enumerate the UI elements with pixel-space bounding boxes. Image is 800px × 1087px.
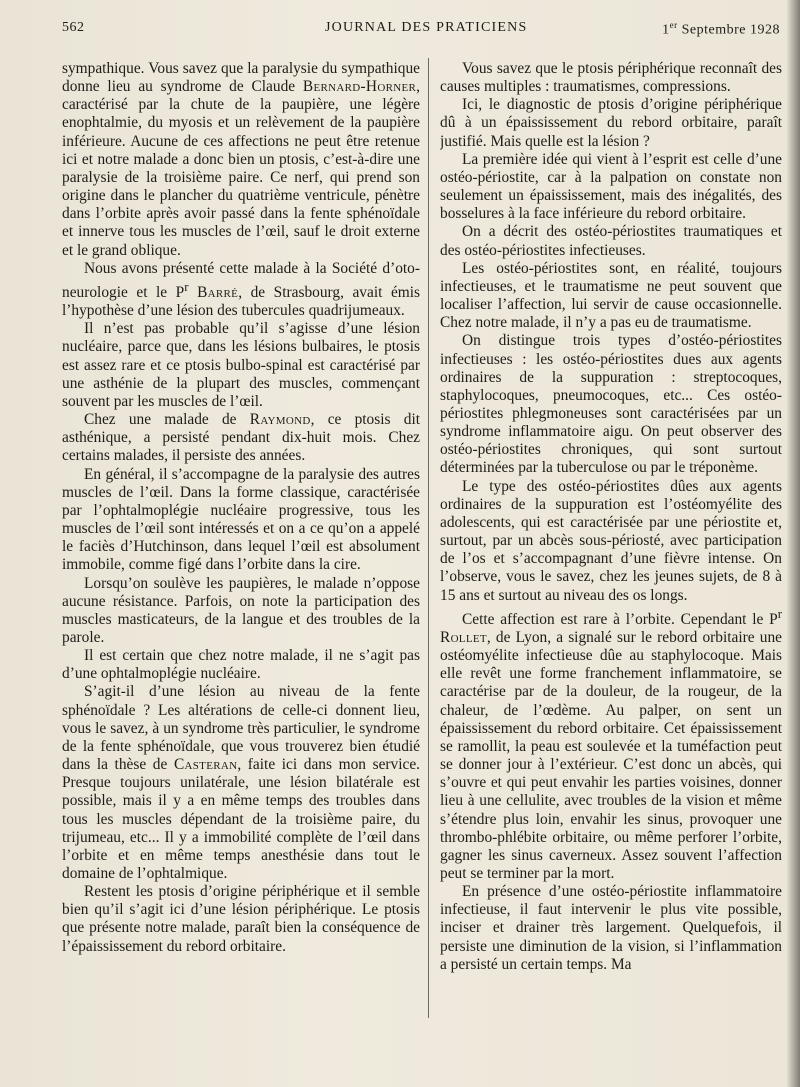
paragraph: La première idée qui vient à l’esprit est celle d’une ostéo-périostite, car à la palpation on constate non seulement un épaississement, mais des inégalités, des bosselures à la face inférieure du rebord orbitaire. bbox=[440, 150, 782, 223]
page-header bbox=[62, 20, 780, 42]
paragraph: Le type des ostéo-périostites dûes aux agents ordinaires de la suppuration est l’ostéomyélite des adolescents, qui est caractérisée par une périostite et, surtout, par un abcès sous-périosté, avec participation de l’os et s’accompagnant d’une fièvre intense. On l’observe, vous le savez, chez les jeunes sujets, de 8 à 15 ans et surtout au niveau des os longs. bbox=[440, 477, 782, 604]
paragraph: Il n’est pas probable qu’il s’agisse d’une lésion nucléaire, parce que, dans les lésions bulbaires, le ptosis est assez rare et ce ptosis bulbo-spinal est caractérisé par une asthénie de la plupart des muscles, commençant souvent par les muscles de l’œil. bbox=[62, 320, 420, 410]
paragraph: Chez une malade de Raymond, ce ptosis dit asthénique, a persisté pendant dix-huit mois. Chez certains malades, il persiste des années. bbox=[62, 411, 420, 465]
paragraph: Nous avons présenté cette malade à la Société d’oto-neurologie et le $P^r$ Barré, de Strasbourg, avait émis l’hypothèse d’une lésion des tubercules quadrijumeaux. bbox=[62, 259, 420, 320]
paragraph: En présence d’une ostéo-périostite inflammatoire infectieuse, il faut intervenir le plus vite possible, inciser et drainer très largement. Quelquefois, il persiste une diminution de la vision, si l’inflammation a persisté un certain temps. Ma bbox=[440, 883, 782, 973]
paragraph: Restent les ptosis d’origine périphérique et il semble bien qu’il s’agit ici d’une lésion périphérique. Le ptosis que présente notre malade, paraît bien la conséquence de l’épaississement du rebord orbitaire. bbox=[62, 883, 420, 955]
paragraph: Les ostéo-périostites sont, en réalité, toujours infectieuses, et le traumatisme ne peut souvent que localiser l’affection, lui servir de cause occasionnelle. Chez notre malade, il n’y a pas eu de traumatisme. bbox=[440, 259, 782, 332]
paragraph: On distingue trois types d’ostéo-périostites infectieuses : les ostéo-périostites dues aux agents ordinaires de la suppuration : streptocoques, staphylocoques, pneumocoques, etc... Ces ostéo-périostites phlegmoneuses sont caractérisées par un syndrome inflammatoire aigu. On peut observer des ostéo-périostites chroniques, qui sont surtout déterminées par la tuberculose ou par le tréponème. bbox=[440, 332, 782, 477]
paragraph: sympathique. Vous savez que la paralysie du sympathique donne lieu au syndrome de Claude Bernard-Horner, caractérisé par la chute de la paupière, une légère enophtalmie, du myosis et un relèvement de la paupière inférieure. Aucune de ces affections ne peut être retenue ici et notre malade a donc bien un ptosis, c’est-à-dire une paralysie de la troisième paire. Ce nerf, qui prend son origine dans le plancher du quatrième ventricule, pénètre dans l’orbite après avoir passé dans la fente sphénoïdale et innerve tous les muscles de l’œil, sauf le droit externe et le grand oblique. bbox=[62, 60, 420, 259]
right-column bbox=[440, 60, 782, 974]
paragraph: On a décrit des ostéo-périostites traumatiques et des ostéo-périostites infectieuses. bbox=[440, 223, 782, 259]
paragraph: Il est certain que chez notre malade, il ne s’agit pas d’une ophtalmoplégie nucléaire. bbox=[62, 647, 420, 683]
paragraph: S’agit-il d’une lésion au niveau de la fente sphénoïdale ? Les altérations de celle-ci donnent lieu, vous le savez, à un syndrome très particulier, le syndrome de la fente sphénoïdale, que vous trouverez bien étudié dans la thèse de Casteran, faite ici dans mon service. Presque toujours unilatérale, une lésion bilatérale est possible, mais il y a en même temps des troubles dans tous les muscles dépendant de la troisième paire, du trijumeau, etc... Il y a immobilité complète de l’œil dans l’orbite et en même temps anesthésie dans tout le domaine de l’ophtalmique. bbox=[62, 683, 420, 882]
page-edge-shadow bbox=[786, 0, 800, 1087]
paragraph: Cette affection est rare à l’orbite. Cependant le $P^r$ Rollet, de Lyon, a signalé sur le rebord orbitaire une ostéomyélite infectieuse dûe au staphylocoque. Mais elle revêt une forme franchement inflammatoire, se caractérise par de la douleur, de la rougeur, de la chaleur, de l’œdème. Au palper, on sent un épaississement du rebord orbitaire. Cet épaississement se ramollit, la peau est soulevée et la tuméfaction peut se donner jour à l’extérieur. C’est donc un abcès, qui s’ouvre et qui peut envahir les parties voisines, donner lieu à une cellulite, avec troubles de la vision et même s’étendre plus loin, envahir les sinus, provoquer une thrombo-phlébite orbitaire, ou même perforer l’orbite, gagner les sinus caverneux. Assez souvent l’affection peut se terminer par la mort. bbox=[440, 606, 782, 882]
paragraph: En général, il s’accompagne de la paralysie des autres muscles de l’œil. Dans la forme classique, caractérisée par l’ophtalmoplégie nucléaire progressive, tous les muscles de l’œil sont intéressés et on a ce qu’on a appelé le faciès d’Hutchinson, dans lequel l’œil est absolument immobile, comme figé dans l’orbite dans la cire. bbox=[62, 465, 420, 574]
column-divider bbox=[428, 58, 429, 1018]
paragraph: Ici, le diagnostic de ptosis d’origine périphérique dû à un épaississement du rebord orbitaire, paraît justifié. Mais quelle est la lésion ? bbox=[440, 96, 782, 150]
issue-date: 1er Septembre 1928 bbox=[662, 20, 780, 38]
journal-title: JOURNAL DES PRATICIENS bbox=[325, 20, 528, 35]
left-column bbox=[62, 60, 420, 956]
paragraph: Lorsqu’on soulève les paupières, le malade n’oppose aucune résistance. Parfois, on note la participation des muscles masticateurs, de la langue et des troubles de la parole. bbox=[62, 574, 420, 646]
paragraph: Vous savez que le ptosis périphérique reconnaît des causes multiples : traumatismes, compressions. bbox=[440, 60, 782, 96]
page-number: 562 bbox=[62, 20, 85, 35]
